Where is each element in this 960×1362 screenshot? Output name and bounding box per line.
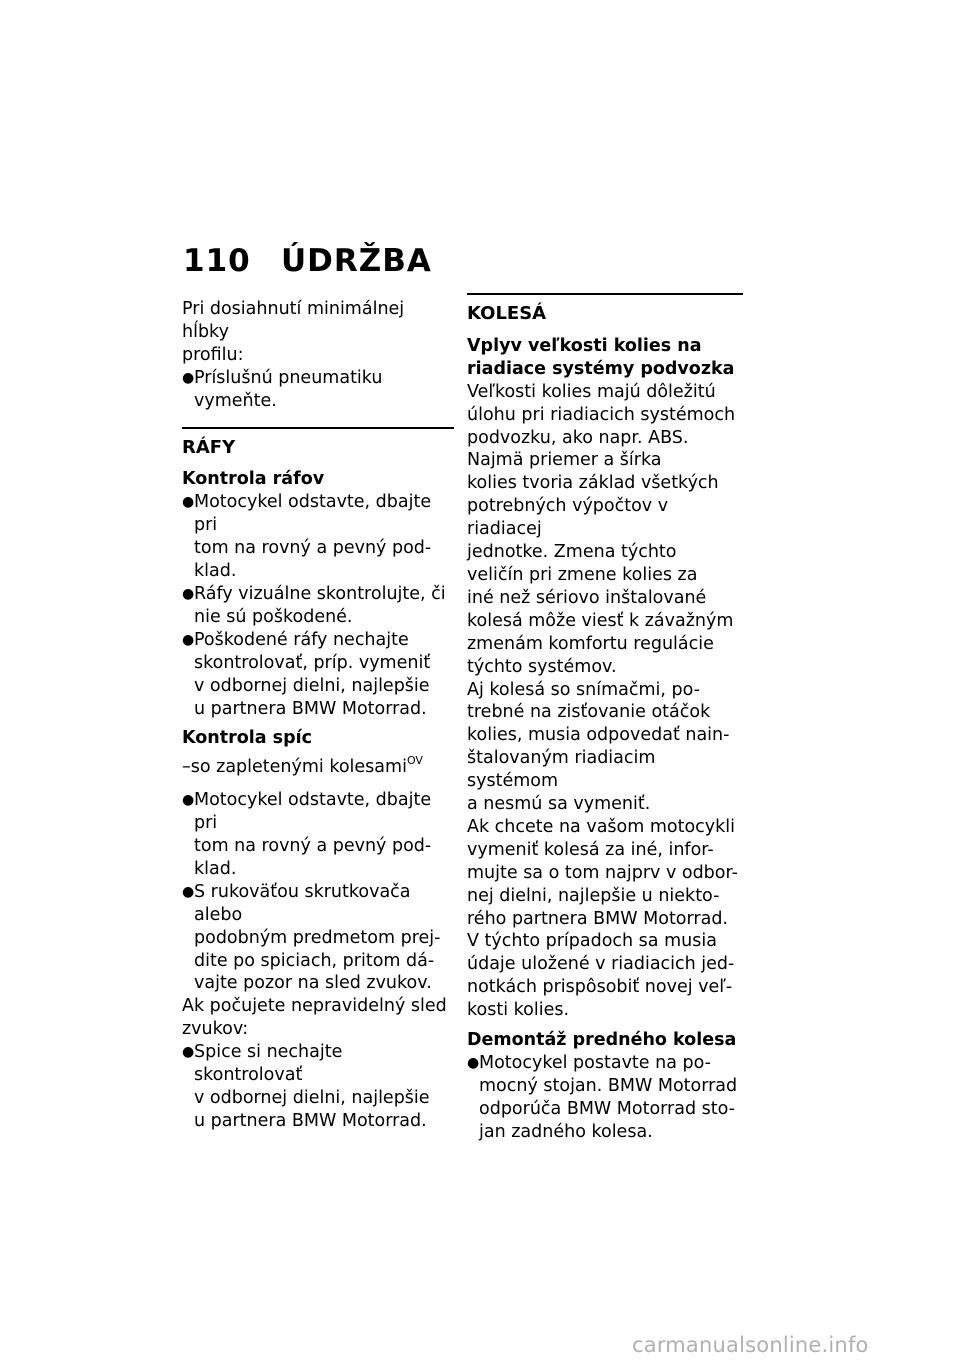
heading-front-wheel-removal: Demontáž predného kolesa xyxy=(467,1030,737,1051)
text-line: Motocykel odstavte, dbajte pri xyxy=(194,790,432,834)
bullet-item xyxy=(182,367,454,413)
text-line: vymeniť kolesá za iné, infor- xyxy=(467,839,714,860)
watermark: carmanualsonline.info xyxy=(632,1333,869,1357)
text-line: a nesmú sa vymeniť. xyxy=(467,794,651,815)
text-line: Ráfy vizuálne skontrolujte, či xyxy=(194,583,446,604)
text-line: v odbornej dielni, najlepšie xyxy=(194,675,430,696)
heading-rim-check: Kontrola ráfov xyxy=(182,469,325,490)
paragraph xyxy=(467,679,743,816)
text-line: profilu: xyxy=(182,344,244,365)
text-line: u partnera BMW Motorrad. xyxy=(194,1110,427,1131)
intro-paragraph xyxy=(182,298,454,367)
text-line: jednotke. Zmena týchto xyxy=(467,542,677,563)
text-line: Vplyv veľkosti kolies na xyxy=(467,335,702,356)
bullet-icon: ● xyxy=(182,369,195,386)
text-line: rého partnera BMW Motorrad. xyxy=(467,908,728,929)
bullet-icon: ● xyxy=(182,631,195,648)
text-line: jan zadného kolesa. xyxy=(479,1121,653,1142)
bullet-item xyxy=(182,789,454,881)
text-line: podvozku, ako napr. ABS. xyxy=(467,427,689,448)
paragraph xyxy=(182,995,454,1041)
text-line: klad. xyxy=(194,561,237,582)
bullet-item xyxy=(467,1052,743,1144)
heading-spoke-check: Kontrola spíc xyxy=(182,728,312,749)
text-line: kosti kolies. xyxy=(467,1000,570,1021)
section-divider xyxy=(467,293,743,295)
bullet-item xyxy=(182,491,454,583)
text-line: skontrolovať, príp. vymeniť xyxy=(194,652,431,673)
text-line: vajte pozor na sled zvukov. xyxy=(194,973,432,994)
text-line: Motocykel postavte na po- xyxy=(479,1053,711,1073)
bullet-item xyxy=(182,1041,454,1133)
bullet-item xyxy=(182,881,454,996)
right-column xyxy=(467,293,743,1144)
text-line: u partnera BMW Motorrad. xyxy=(194,698,427,719)
text-line: mocný stojan. BMW Motorrad xyxy=(479,1075,738,1096)
bullet-icon: ● xyxy=(182,585,195,602)
text-line: kolesá môže viesť k závažným xyxy=(467,610,734,631)
page-header xyxy=(183,243,432,279)
text-line: tom na rovný a pevný pod- xyxy=(194,836,432,857)
bullet-icon: ● xyxy=(182,883,195,900)
bullet-icon: ● xyxy=(182,1044,195,1061)
text-line: kolies, musia odpovedať nain- xyxy=(467,725,730,746)
text-line: zvukov: xyxy=(182,1019,249,1040)
text-line: Pri dosiahnutí minimálnej hĺbky xyxy=(182,299,405,342)
text-line: Príslušnú pneumatiku xyxy=(194,367,383,388)
text-line: klad. xyxy=(194,858,237,879)
heading-wheel-size-influence xyxy=(467,335,743,381)
text-line: Spice si nechajte skontrolovať xyxy=(194,1042,343,1086)
dash-item-text: –so zapletenými kolesami xyxy=(182,757,407,778)
text-line: notkách prispôsobiť novej veľ- xyxy=(467,977,733,998)
text-line: Najmä priemer a šírka xyxy=(467,450,662,471)
text-line: úlohu pri riadiacich systémoch xyxy=(467,404,736,425)
text-line: riadiace systémy podvozka xyxy=(467,358,735,379)
section-title-wheels: KOLESÁ xyxy=(467,303,547,324)
text-line: Ak počujete nepravidelný sled xyxy=(182,996,447,1017)
text-line: Motocykel odstavte, dbajte pri xyxy=(194,492,432,536)
chapter-title: ÚDRŽBA xyxy=(281,243,432,279)
text-line: štalovaným riadiacim systémom xyxy=(467,748,656,792)
text-line: Veľkosti kolies majú dôležitú xyxy=(467,381,716,402)
text-line: Ak chcete na vašom motocykli xyxy=(467,816,736,837)
text-line: dite po spiciach, pritom dá- xyxy=(194,950,435,971)
text-line: nie sú poškodené. xyxy=(194,606,353,627)
section-divider xyxy=(182,427,454,429)
text-line: tom na rovný a pevný pod- xyxy=(194,538,432,559)
text-line: údaje uložené v riadiacich jed- xyxy=(467,954,735,975)
paragraph xyxy=(467,381,743,679)
paragraph xyxy=(467,816,743,1022)
text-line: V týchto prípadoch sa musia xyxy=(467,931,717,952)
text-line: odporúča BMW Motorrad sto- xyxy=(479,1098,735,1119)
text-line: mujte sa o tom najprv v odbor- xyxy=(467,862,738,883)
text-line: trebné na zisťovanie otáčok xyxy=(467,702,711,723)
superscript-code: OV xyxy=(406,754,423,768)
bullet-item xyxy=(182,583,454,629)
bullet-item xyxy=(182,629,454,721)
section-title-rims: RÁFY xyxy=(182,436,236,458)
text-line: v odbornej dielni, najlepšie xyxy=(194,1088,430,1108)
left-column xyxy=(182,298,454,1133)
text-line: Poškodené ráfy nechajte xyxy=(194,629,409,650)
bullet-icon: ● xyxy=(182,494,195,511)
text-line: kolies tvoria základ všetkých xyxy=(467,473,719,494)
text-line: Aj kolesá so snímačmi, po- xyxy=(467,679,700,700)
dash-item xyxy=(182,750,454,779)
text-line: nej dielni, najlepšie u niekto- xyxy=(467,885,720,906)
bullet-icon: ● xyxy=(182,792,195,809)
text-line: potrebných výpočtov v riadiacej xyxy=(467,496,669,540)
text-line: podobným predmetom prej- xyxy=(194,927,441,948)
text-line: zmenám komfortu regulácie xyxy=(467,633,714,654)
text-line: vymeňte. xyxy=(194,390,277,411)
text-line: S rukoväťou skrutkovača alebo xyxy=(194,881,411,925)
text-line: iné než sériovo inštalované xyxy=(467,587,707,608)
text-line: veličín pri zmene kolies za xyxy=(467,564,698,585)
text-line: týchto systémov. xyxy=(467,656,617,677)
page-number: 110 xyxy=(183,243,251,279)
bullet-icon: ● xyxy=(467,1055,480,1071)
